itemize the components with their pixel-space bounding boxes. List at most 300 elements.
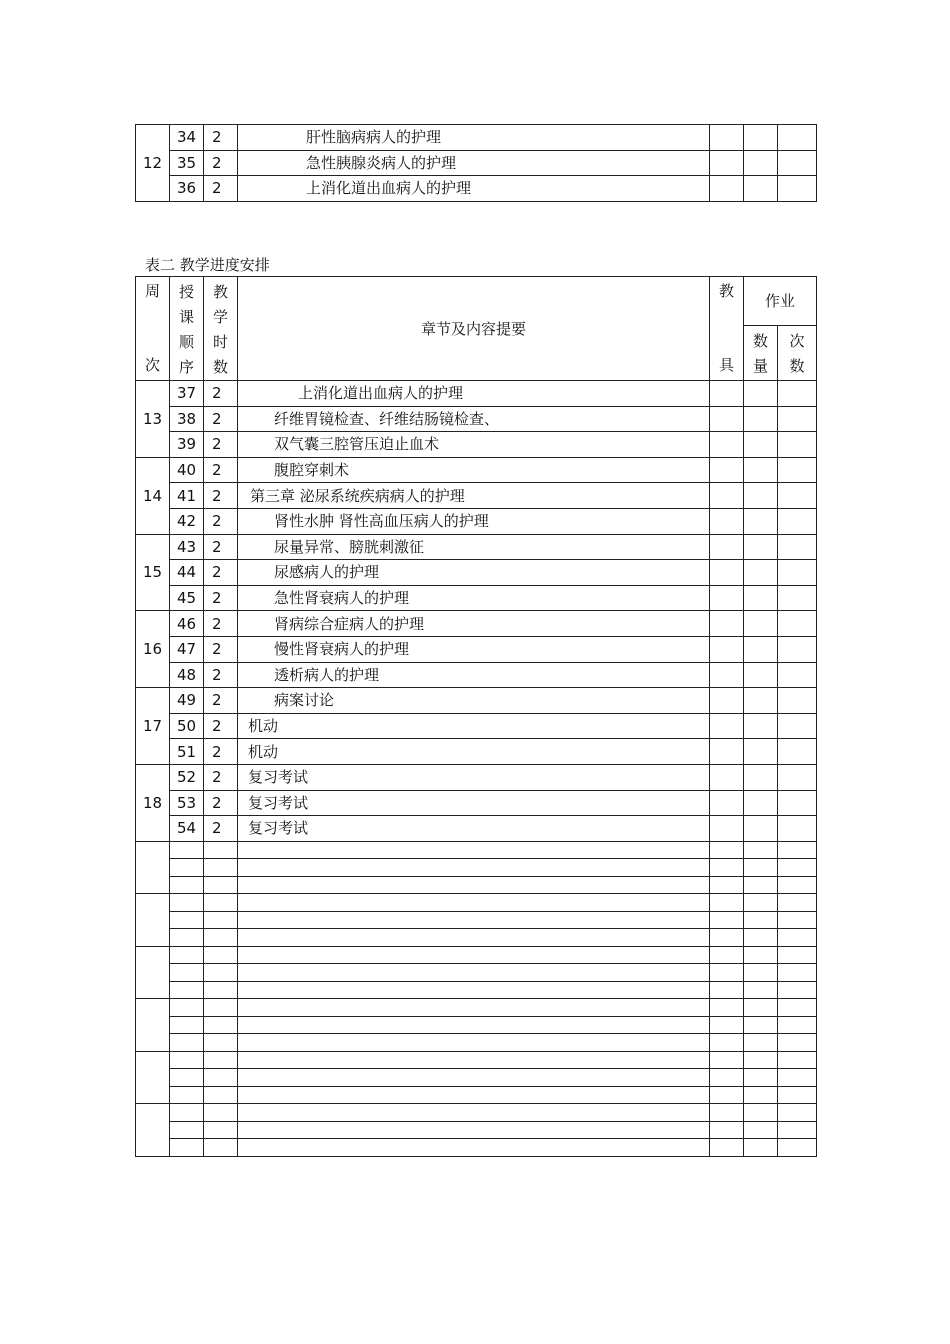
empty-week-cell xyxy=(136,894,170,947)
empty-cell xyxy=(744,1121,778,1139)
count-cell xyxy=(744,483,778,509)
content-cell: 机动 xyxy=(238,713,710,739)
header-week-line-2: 次 xyxy=(144,356,160,374)
table-row xyxy=(136,560,817,586)
tools-cell xyxy=(710,739,744,765)
tools-cell xyxy=(710,790,744,816)
empty-cell xyxy=(204,859,238,877)
order-cell: 52 xyxy=(170,764,204,790)
hours-cell: 2 xyxy=(204,790,238,816)
empty-cell xyxy=(204,1034,238,1052)
header-count-line-2: 量 xyxy=(752,357,768,376)
count-cell xyxy=(744,406,778,432)
empty-row xyxy=(136,1086,817,1104)
empty-cell xyxy=(710,1086,744,1104)
content-cell: 慢性肾衰病人的护理 xyxy=(238,636,710,662)
table-row xyxy=(136,662,817,688)
count-cell xyxy=(744,508,778,534)
order-cell: 38 xyxy=(170,406,204,432)
empty-cell xyxy=(204,1086,238,1104)
header-homework: 作业 xyxy=(744,277,817,326)
tools-cell xyxy=(710,381,744,407)
content-cell: 上消化道出血病人的护理 xyxy=(238,176,710,202)
empty-row xyxy=(136,859,817,877)
hours-cell: 2 xyxy=(204,560,238,586)
header-order xyxy=(170,277,204,381)
tools-cell xyxy=(710,764,744,790)
header-tools-line-1: 教 xyxy=(718,282,734,300)
empty-cell xyxy=(744,1086,778,1104)
order-cell: 47 xyxy=(170,636,204,662)
empty-cell xyxy=(710,841,744,859)
empty-cell xyxy=(204,1051,238,1069)
table-row xyxy=(136,611,817,637)
header-hours-line-2: 学 xyxy=(212,308,228,326)
empty-cell xyxy=(204,981,238,999)
week-cell: 17 xyxy=(136,688,170,765)
empty-cell xyxy=(204,841,238,859)
count-cell xyxy=(744,176,778,202)
empty-cell xyxy=(204,929,238,947)
empty-cell xyxy=(778,911,817,929)
tools-cell xyxy=(710,611,744,637)
table-caption: 表二 教学进度安排 xyxy=(145,256,270,274)
empty-cell xyxy=(744,1069,778,1087)
empty-cell xyxy=(710,859,744,877)
content-cell: 腹腔穿刺术 xyxy=(238,457,710,483)
order-cell: 36 xyxy=(170,176,204,202)
times-cell xyxy=(778,816,817,842)
tools-cell xyxy=(710,585,744,611)
empty-row xyxy=(136,894,817,912)
empty-cell xyxy=(170,1034,204,1052)
empty-cell xyxy=(170,929,204,947)
empty-cell xyxy=(744,964,778,982)
table-row xyxy=(136,816,817,842)
empty-week-cell xyxy=(136,1051,170,1104)
hours-cell: 2 xyxy=(204,764,238,790)
hours-cell: 2 xyxy=(204,636,238,662)
count-cell xyxy=(744,457,778,483)
count-cell xyxy=(744,381,778,407)
order-cell: 34 xyxy=(170,125,204,151)
table-row xyxy=(136,764,817,790)
empty-cell xyxy=(170,1139,204,1157)
empty-row xyxy=(136,929,817,947)
empty-cell xyxy=(170,859,204,877)
empty-row xyxy=(136,1016,817,1034)
table-row xyxy=(136,508,817,534)
hours-cell: 2 xyxy=(204,816,238,842)
empty-cell xyxy=(238,1104,710,1122)
count-cell xyxy=(744,713,778,739)
count-cell xyxy=(744,662,778,688)
header-hours xyxy=(204,277,238,381)
empty-cell xyxy=(710,1016,744,1034)
empty-cell xyxy=(710,1069,744,1087)
header-hours-line-1: 教 xyxy=(212,283,228,301)
content-cell: 病案讨论 xyxy=(238,688,710,714)
empty-cell xyxy=(744,841,778,859)
empty-week-cell xyxy=(136,999,170,1052)
content-cell: 透析病人的护理 xyxy=(238,662,710,688)
order-cell: 45 xyxy=(170,585,204,611)
empty-cell xyxy=(204,911,238,929)
empty-cell xyxy=(204,964,238,982)
order-cell: 41 xyxy=(170,483,204,509)
empty-cell xyxy=(744,876,778,894)
header-tools xyxy=(710,277,744,381)
empty-cell xyxy=(778,946,817,964)
tools-cell xyxy=(710,713,744,739)
times-cell xyxy=(778,688,817,714)
empty-cell xyxy=(238,1069,710,1087)
content-cell: 急性肾衰病人的护理 xyxy=(238,585,710,611)
hours-cell: 2 xyxy=(204,662,238,688)
header-hours-line-4: 数 xyxy=(212,358,228,376)
empty-row xyxy=(136,876,817,894)
times-cell xyxy=(778,739,817,765)
times-cell xyxy=(778,176,817,202)
content-cell: 尿感病人的护理 xyxy=(238,560,710,586)
times-cell xyxy=(778,636,817,662)
empty-cell xyxy=(238,859,710,877)
empty-cell xyxy=(744,1051,778,1069)
empty-row xyxy=(136,1139,817,1157)
hours-cell: 2 xyxy=(204,713,238,739)
empty-cell xyxy=(170,841,204,859)
table-row xyxy=(136,150,817,176)
empty-cell xyxy=(238,1121,710,1139)
content-cell: 复习考试 xyxy=(238,790,710,816)
empty-cell xyxy=(204,1121,238,1139)
tools-cell xyxy=(710,662,744,688)
empty-cell xyxy=(238,981,710,999)
header-week-line-1: 周 xyxy=(144,282,160,300)
empty-cell xyxy=(170,1069,204,1087)
empty-cell xyxy=(204,894,238,912)
header-hours-line-3: 时 xyxy=(212,333,228,351)
empty-cell xyxy=(778,929,817,947)
empty-cell xyxy=(238,911,710,929)
count-cell xyxy=(744,125,778,151)
count-cell xyxy=(744,816,778,842)
hours-cell: 2 xyxy=(204,688,238,714)
count-cell xyxy=(744,688,778,714)
header-tools-line-2: 具 xyxy=(718,356,734,374)
empty-cell xyxy=(744,929,778,947)
empty-cell xyxy=(744,1104,778,1122)
order-cell: 44 xyxy=(170,560,204,586)
week-cell: 14 xyxy=(136,457,170,534)
hours-cell: 2 xyxy=(204,585,238,611)
times-cell xyxy=(778,406,817,432)
hours-cell: 2 xyxy=(204,432,238,458)
empty-cell xyxy=(778,876,817,894)
order-cell: 49 xyxy=(170,688,204,714)
count-cell xyxy=(744,585,778,611)
table-row xyxy=(136,534,817,560)
empty-cell xyxy=(170,964,204,982)
times-cell xyxy=(778,457,817,483)
empty-cell xyxy=(710,946,744,964)
times-cell xyxy=(778,662,817,688)
week-cell: 12 xyxy=(136,125,170,202)
hours-cell: 2 xyxy=(204,508,238,534)
hours-cell: 2 xyxy=(204,176,238,202)
count-cell xyxy=(744,432,778,458)
order-cell: 51 xyxy=(170,739,204,765)
empty-row xyxy=(136,911,817,929)
week-cell: 16 xyxy=(136,611,170,688)
empty-cell xyxy=(204,876,238,894)
empty-cell xyxy=(204,999,238,1017)
empty-cell xyxy=(710,1121,744,1139)
empty-cell xyxy=(238,1086,710,1104)
header-times-line-2: 数 xyxy=(789,357,805,376)
times-cell xyxy=(778,713,817,739)
empty-cell xyxy=(170,1086,204,1104)
table-row xyxy=(136,457,817,483)
order-cell: 50 xyxy=(170,713,204,739)
empty-cell xyxy=(710,999,744,1017)
empty-row xyxy=(136,946,817,964)
order-cell: 42 xyxy=(170,508,204,534)
header-count-line-1: 数 xyxy=(752,332,768,351)
empty-cell xyxy=(778,999,817,1017)
tools-cell xyxy=(710,406,744,432)
empty-cell xyxy=(778,1121,817,1139)
empty-cell xyxy=(744,981,778,999)
header-order-line-1: 授 xyxy=(178,283,194,301)
table-row xyxy=(136,688,817,714)
empty-cell xyxy=(238,1051,710,1069)
content-cell: 机动 xyxy=(238,739,710,765)
empty-cell xyxy=(744,946,778,964)
empty-cell xyxy=(778,964,817,982)
tools-cell xyxy=(710,483,744,509)
header-order-line-4: 序 xyxy=(178,358,194,376)
empty-cell xyxy=(170,1016,204,1034)
tools-cell xyxy=(710,816,744,842)
empty-cell xyxy=(204,1104,238,1122)
empty-cell xyxy=(238,1034,710,1052)
tools-cell xyxy=(710,508,744,534)
order-cell: 48 xyxy=(170,662,204,688)
content-cell: 尿量异常、膀胱刺激征 xyxy=(238,534,710,560)
empty-cell xyxy=(170,911,204,929)
hours-cell: 2 xyxy=(204,611,238,637)
table-row xyxy=(136,176,817,202)
order-cell: 43 xyxy=(170,534,204,560)
tools-cell xyxy=(710,534,744,560)
empty-cell xyxy=(238,929,710,947)
table-row xyxy=(136,483,817,509)
order-cell: 39 xyxy=(170,432,204,458)
times-cell xyxy=(778,560,817,586)
week-cell: 18 xyxy=(136,764,170,841)
table-row xyxy=(136,739,817,765)
schedule-table-continued xyxy=(135,124,817,202)
empty-cell xyxy=(710,894,744,912)
empty-cell xyxy=(744,859,778,877)
empty-cell xyxy=(778,1069,817,1087)
empty-week-cell xyxy=(136,946,170,999)
times-cell xyxy=(778,483,817,509)
empty-cell xyxy=(170,876,204,894)
empty-row xyxy=(136,1121,817,1139)
header-order-line-3: 顺 xyxy=(178,333,194,351)
empty-cell xyxy=(744,1034,778,1052)
empty-cell xyxy=(238,876,710,894)
content-cell: 肝性脑病病人的护理 xyxy=(238,125,710,151)
empty-cell xyxy=(744,911,778,929)
count-cell xyxy=(744,150,778,176)
hours-cell: 2 xyxy=(204,125,238,151)
order-cell: 40 xyxy=(170,457,204,483)
count-cell xyxy=(744,739,778,765)
empty-cell xyxy=(778,1139,817,1157)
times-cell xyxy=(778,381,817,407)
empty-cell xyxy=(238,999,710,1017)
content-cell: 双气囊三腔管压迫止血术 xyxy=(238,432,710,458)
order-cell: 54 xyxy=(170,816,204,842)
content-cell: 肾病综合症病人的护理 xyxy=(238,611,710,637)
empty-row xyxy=(136,964,817,982)
empty-cell xyxy=(204,1016,238,1034)
content-cell: 复习考试 xyxy=(238,816,710,842)
teaching-schedule-table xyxy=(135,276,817,1157)
empty-cell xyxy=(238,964,710,982)
table-row xyxy=(136,790,817,816)
hours-cell: 2 xyxy=(204,534,238,560)
empty-cell xyxy=(744,894,778,912)
times-cell xyxy=(778,764,817,790)
header-content: 章节及内容提要 xyxy=(238,277,710,381)
empty-cell xyxy=(778,841,817,859)
header-times xyxy=(778,326,817,381)
empty-cell xyxy=(710,1034,744,1052)
count-cell xyxy=(744,611,778,637)
times-cell xyxy=(778,585,817,611)
empty-cell xyxy=(744,1016,778,1034)
empty-cell xyxy=(170,999,204,1017)
count-cell xyxy=(744,790,778,816)
times-cell xyxy=(778,534,817,560)
empty-cell xyxy=(170,1104,204,1122)
times-cell xyxy=(778,125,817,151)
table-row xyxy=(136,432,817,458)
hours-cell: 2 xyxy=(204,739,238,765)
times-cell xyxy=(778,150,817,176)
hours-cell: 2 xyxy=(204,381,238,407)
header-count xyxy=(744,326,778,381)
empty-cell xyxy=(778,1034,817,1052)
times-cell xyxy=(778,508,817,534)
empty-cell xyxy=(778,1104,817,1122)
content-cell: 纤维胃镜检查、纤维结肠镜检查、 xyxy=(238,406,710,432)
order-cell: 37 xyxy=(170,381,204,407)
empty-row xyxy=(136,841,817,859)
content-cell: 上消化道出血病人的护理 xyxy=(238,381,710,407)
times-cell xyxy=(778,790,817,816)
empty-row xyxy=(136,1104,817,1122)
empty-cell xyxy=(204,946,238,964)
empty-cell xyxy=(710,911,744,929)
empty-cell xyxy=(204,1069,238,1087)
count-cell xyxy=(744,764,778,790)
empty-cell xyxy=(238,894,710,912)
empty-cell xyxy=(204,1139,238,1157)
times-cell xyxy=(778,432,817,458)
header-order-line-2: 课 xyxy=(178,308,194,326)
times-cell xyxy=(778,611,817,637)
empty-cell xyxy=(710,1051,744,1069)
week-cell: 15 xyxy=(136,534,170,611)
hours-cell: 2 xyxy=(204,457,238,483)
empty-cell xyxy=(238,841,710,859)
empty-cell xyxy=(778,1086,817,1104)
empty-cell xyxy=(170,946,204,964)
tools-cell xyxy=(710,125,744,151)
empty-cell xyxy=(710,1139,744,1157)
empty-row xyxy=(136,981,817,999)
empty-cell xyxy=(238,1139,710,1157)
tools-cell xyxy=(710,432,744,458)
order-cell: 53 xyxy=(170,790,204,816)
empty-cell xyxy=(778,1016,817,1034)
empty-week-cell xyxy=(136,1104,170,1157)
content-cell: 肾性水肿 肾性高血压病人的护理 xyxy=(238,508,710,534)
empty-cell xyxy=(710,981,744,999)
header-week xyxy=(136,277,170,381)
empty-cell xyxy=(778,981,817,999)
empty-cell xyxy=(710,1104,744,1122)
tools-cell xyxy=(710,560,744,586)
empty-cell xyxy=(238,946,710,964)
empty-row xyxy=(136,1034,817,1052)
empty-cell xyxy=(778,1051,817,1069)
empty-cell xyxy=(710,964,744,982)
header-times-line-1: 次 xyxy=(789,332,805,351)
empty-cell xyxy=(710,929,744,947)
empty-row xyxy=(136,999,817,1017)
empty-cell xyxy=(238,1016,710,1034)
empty-cell xyxy=(710,876,744,894)
tools-cell xyxy=(710,176,744,202)
tools-cell xyxy=(710,150,744,176)
hours-cell: 2 xyxy=(204,406,238,432)
empty-cell xyxy=(744,1139,778,1157)
table-row xyxy=(136,636,817,662)
empty-cell xyxy=(170,981,204,999)
empty-cell xyxy=(778,859,817,877)
table-row xyxy=(136,713,817,739)
table-row xyxy=(136,406,817,432)
hours-cell: 2 xyxy=(204,483,238,509)
tools-cell xyxy=(710,457,744,483)
tools-cell xyxy=(710,688,744,714)
week-cell: 13 xyxy=(136,381,170,458)
empty-cell xyxy=(170,1121,204,1139)
empty-week-cell xyxy=(136,841,170,894)
count-cell xyxy=(744,636,778,662)
table-row xyxy=(136,125,817,151)
tools-cell xyxy=(710,636,744,662)
empty-row xyxy=(136,1051,817,1069)
content-cell: 复习考试 xyxy=(238,764,710,790)
count-cell xyxy=(744,534,778,560)
